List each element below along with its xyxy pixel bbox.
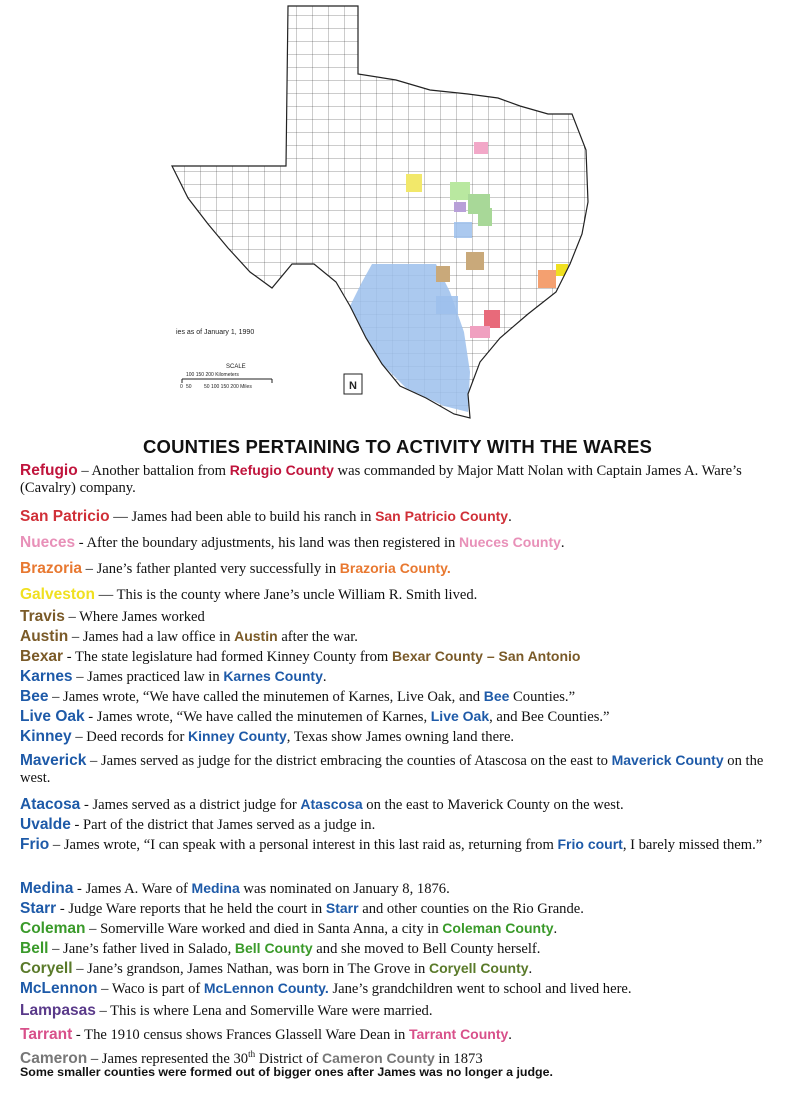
separator: —: [94, 587, 117, 603]
county-entry: [20, 980, 790, 998]
separator: -: [70, 817, 84, 833]
entry-text: James had been able to build his ranch in: [131, 509, 376, 525]
entry-text: and she moved to Bell County herself.: [312, 941, 541, 957]
county-entry: [20, 960, 790, 978]
county-entry: [20, 668, 790, 686]
entry-text: James served as a district judge for: [92, 797, 301, 813]
entry-text: Jane’s father lived in Salado,: [63, 941, 235, 957]
county-name: Bell: [20, 940, 49, 957]
county-entry: [20, 880, 790, 898]
county-highlight: Medina: [191, 880, 240, 896]
county-entry: [20, 728, 790, 746]
svg-text:ies as of January 1, 1990: ies as of January 1, 1990: [176, 329, 255, 336]
county-highlight: Live Oak: [430, 708, 490, 724]
county-name: Tarrant: [20, 1026, 73, 1043]
county-name: Brazoria: [20, 560, 83, 577]
entry-text: was nominated on January 8, 1876.: [239, 881, 450, 897]
entry-text: This is where Lena and Somerville Ware were married.: [110, 1003, 433, 1019]
county-name: Cameron: [20, 1049, 88, 1067]
separator: –: [87, 1050, 102, 1067]
entry-text: The 1910 census shows Frances Glassell Ware Dean in: [84, 1027, 409, 1043]
county-entry: [20, 688, 790, 706]
entry-text: James had a law office in: [82, 629, 235, 645]
entry-text: th: [248, 1049, 256, 1059]
county-entry: [20, 816, 790, 834]
county-name: Bexar: [20, 648, 64, 665]
entry-text: , Texas show James owning land there.: [286, 729, 515, 745]
county-highlight: Tarrant County: [408, 1026, 509, 1042]
entry-text: Another battalion from: [91, 463, 230, 479]
entry-text: Jane’s grandchildren went to school and lived here.: [328, 981, 632, 997]
county-highlight: Coryell County: [428, 960, 529, 976]
separator: –: [95, 1003, 111, 1019]
entry-text: , and Bee Counties.”: [489, 709, 610, 725]
county-entry: [20, 608, 790, 626]
svg-text:N: N: [349, 380, 357, 392]
county-name: Bee: [20, 688, 49, 705]
county-highlight: Maverick County: [611, 752, 724, 768]
separator: –: [64, 609, 80, 625]
separator: -: [80, 797, 93, 813]
entry-text: Cameron County: [321, 1049, 435, 1066]
county-entry: [20, 752, 790, 787]
entry-text: James represented the 30: [101, 1050, 249, 1067]
county-highlight: Bell County: [234, 940, 313, 956]
county-highlight: Starr: [325, 900, 359, 916]
county-name: Frio: [20, 836, 50, 853]
county-highlight: Bee: [483, 688, 510, 704]
county-highlight: San Patricio County: [375, 508, 509, 524]
entry-text: .: [322, 669, 327, 685]
entry-text: District of: [255, 1050, 322, 1067]
county-name: Maverick: [20, 752, 87, 769]
county-entry: [20, 648, 790, 666]
county-highlight: Brazoria County.: [339, 560, 451, 576]
entry-text: , I barely missed them.”: [622, 837, 763, 853]
county-name: Refugio: [20, 462, 78, 479]
county-highlight: Austin: [234, 628, 278, 644]
entry-text: James wrote, “We have called the minutemen of Karnes, Live Oak, and: [63, 689, 484, 705]
county-name: Karnes: [20, 668, 73, 685]
county-entry: [20, 836, 790, 854]
separator: –: [71, 729, 87, 745]
separator: -: [75, 535, 87, 551]
county-name: Austin: [20, 628, 69, 645]
county-entry: [20, 796, 790, 814]
entry-text: This is the county where Jane’s uncle William R. Smith lived.: [116, 587, 478, 603]
entry-text: .: [508, 1027, 512, 1043]
page-title: COUNTIES PERTAINING TO ACTIVITY WITH THE WARES: [142, 436, 653, 457]
county-highlight: McLennon County.: [203, 980, 329, 996]
county-highlight: Nueces County: [458, 534, 561, 550]
entry-text: James wrote, “I can speak with a personal interest in this last raid as, returning from: [63, 837, 558, 853]
entry-text: .: [508, 509, 512, 525]
county-entry: [20, 534, 790, 552]
county-entry: [20, 560, 790, 578]
county-entry: [20, 586, 790, 604]
entry-text: Jane’s father planted very successfully in: [96, 561, 340, 577]
svg-text:SCALE: SCALE: [226, 364, 246, 370]
entry-text: .: [560, 535, 565, 551]
county-entry: [20, 462, 790, 497]
county-name: Nueces: [20, 534, 76, 551]
separator: –: [48, 689, 64, 705]
separator: -: [63, 649, 75, 665]
county-highlight: Karnes County: [223, 668, 323, 684]
county-name: Galveston: [20, 586, 95, 603]
county-entry: [20, 940, 790, 958]
entry-text: and other counties on the Rio Grande.: [358, 901, 584, 917]
county-entry: [20, 1002, 790, 1020]
entry-text: was commanded by Major Matt Nolan with Captain James A. Ware’s (Cavalry) company.: [20, 463, 742, 496]
entry-text: Where James worked: [79, 609, 205, 625]
svg-text:100 150 200 Kilometers: 100 150 200 Kilometers: [186, 372, 239, 378]
svg-text:0: 0: [180, 384, 183, 390]
separator: -: [72, 1027, 85, 1043]
county-entry: [20, 1026, 790, 1044]
separator: -: [84, 709, 97, 725]
entry-text: in 1873: [434, 1050, 483, 1067]
county-highlight: Refugio County: [229, 462, 334, 478]
footnote: Some smaller counties were formed out of bigger ones after James was no longer a judge.: [20, 1065, 553, 1079]
county-name: Live Oak: [20, 708, 85, 725]
county-name: McLennon: [20, 980, 98, 997]
entry-text: James wrote, “We have called the minutemen of Karnes,: [96, 709, 431, 725]
entry-text: Jane’s grandson, James Nathan, was born in The Grove in: [87, 961, 429, 977]
separator: –: [72, 961, 88, 977]
separator: –: [85, 921, 101, 937]
separator: –: [97, 981, 112, 997]
county-name: Atacosa: [20, 796, 81, 813]
entry-text: Deed records for: [86, 729, 188, 745]
entry-text: .: [553, 921, 558, 937]
separator: –: [72, 669, 88, 685]
county-entry: [20, 708, 790, 726]
county-highlight: Atascosa: [300, 796, 363, 812]
separator: –: [77, 463, 92, 479]
county-name: Kinney: [20, 728, 72, 745]
separator: –: [82, 561, 97, 577]
entry-text: Waco is part of: [111, 981, 204, 997]
separator: -: [56, 901, 69, 917]
county-name: Coleman: [20, 920, 86, 937]
entry-text: James practiced law in: [87, 669, 224, 685]
county-highlight: Kinney County: [187, 728, 287, 744]
separator: –: [48, 941, 64, 957]
texas-county-map: [168, 2, 596, 420]
entry-text: on the west.: [20, 753, 764, 786]
separator: –: [49, 837, 64, 853]
county-highlight: Coleman County: [442, 920, 554, 936]
entry-text: after the war.: [277, 629, 358, 645]
county-entry: [20, 508, 790, 526]
entry-text: on the east to Maverick County on the west.: [362, 797, 624, 813]
separator: –: [68, 629, 83, 645]
entry-text: After the boundary adjustments, his land was then registered in: [86, 535, 459, 551]
entry-text: Counties.”: [509, 689, 576, 705]
separator: —: [109, 509, 132, 525]
county-name: Starr: [20, 900, 57, 917]
entry-text: Part of the district that James served as a judge in.: [83, 817, 376, 833]
entry-text: James served as judge for the district embracing the counties of Atascosa on the east to: [100, 753, 612, 769]
county-entry: [20, 628, 790, 646]
svg-text:50: 50: [186, 384, 192, 390]
separator: –: [86, 753, 101, 769]
county-name: Uvalde: [20, 816, 71, 833]
entry-text: Somerville Ware worked and died in Santa Anna, a city in: [100, 921, 443, 937]
county-name: Coryell: [20, 960, 73, 977]
svg-text:50 100 150 200 Miles: 50 100 150 200 Miles: [204, 384, 252, 390]
entry-text: The state legislature had formed Kinney County from: [75, 649, 392, 665]
county-entry: [20, 920, 790, 938]
entry-text: James A. Ware of: [85, 881, 192, 897]
county-highlight: Frio court: [557, 836, 623, 852]
separator: -: [73, 881, 86, 897]
county-highlight: Bexar County – San Antonio: [391, 648, 581, 664]
entry-text: Judge Ware reports that he held the court in: [68, 901, 326, 917]
county-name: San Patricio: [20, 508, 110, 525]
county-name: Travis: [20, 608, 65, 625]
county-entry: [20, 900, 790, 918]
county-name: Medina: [20, 880, 74, 897]
county-name: Lampasas: [20, 1002, 96, 1019]
entry-text: .: [528, 961, 533, 977]
